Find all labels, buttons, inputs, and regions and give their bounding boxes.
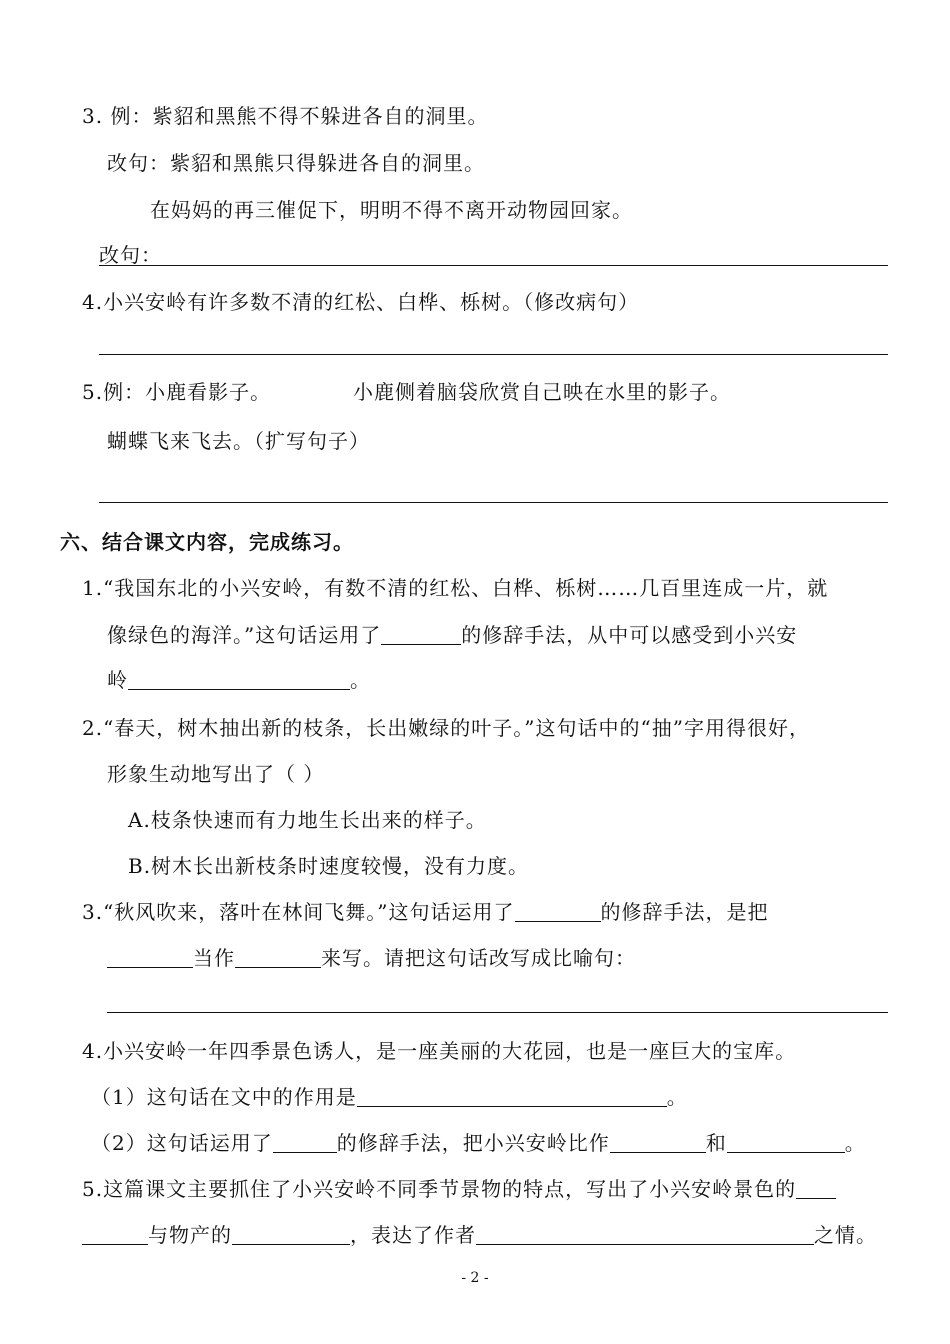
s6-q3-text-c: 当作	[193, 946, 235, 970]
q5-task: 蝴蝶飞来飞去。（扩写句子）	[107, 429, 370, 453]
s6-q1-text-c: 岭	[107, 668, 128, 692]
s6-q3-text-d: 来写。请把这句话改写成比喻句：	[321, 946, 636, 970]
s6-q2-line2[interactable]: 形象生动地写出了（ ）	[107, 762, 325, 786]
s6-q4-sub1	[91, 1083, 688, 1111]
s6-q4-sub2-text-a: （2）这句话运用了	[91, 1131, 273, 1155]
s6-q3-blank-as[interactable]	[235, 947, 321, 968]
s6-q3-text-b: 的修辞手法，是把	[600, 900, 769, 924]
s6-q4-blank-compare2[interactable]	[727, 1132, 845, 1153]
s6-q4-sub2-text-b: 的修辞手法，把小兴安岭比作	[336, 1131, 610, 1155]
q3-sentence: 在妈妈的再三催促下，明明不得不离开动物园回家。	[150, 198, 633, 222]
q5-example-expanded: 小鹿侧着脑袋欣赏自己映在水里的影子。	[353, 380, 731, 404]
q4-prompt: 4.小兴安岭有许多数不清的红松、白桦、栎树。（修改病句）	[82, 290, 640, 314]
s6-q1-blank-feeling[interactable]	[128, 669, 350, 690]
s6-q4-blank-role[interactable]	[357, 1086, 667, 1107]
q5-example-short: 5.例：小鹿看影子。	[82, 380, 272, 404]
s6-q1-line2	[107, 621, 797, 649]
s6-q5-blank-products[interactable]	[232, 1224, 350, 1245]
s6-q5-text-d: 之情。	[814, 1223, 877, 1247]
s6-q4-sub1-text: （1）这句话在文中的作用是	[91, 1085, 357, 1109]
s6-q2-option-b[interactable]: B.树木长出新枝条时速度较慢，没有力度。	[128, 854, 530, 878]
q5-answer-line[interactable]	[99, 502, 888, 503]
s6-q5-blank-scenery-b[interactable]	[82, 1224, 148, 1245]
s6-q4-blank-compare1[interactable]	[610, 1132, 706, 1153]
s6-q4-sub2-text-c: 和	[705, 1131, 727, 1155]
s6-q4-blank-rhetoric[interactable]	[273, 1132, 337, 1153]
s6-q5-text-a: 5.这篇课文主要抓住了小兴安岭不同季节景物的特点，写出了小兴安岭景色的	[82, 1177, 797, 1201]
s6-q5-blank-feeling[interactable]	[476, 1224, 814, 1245]
s6-q1-line3	[107, 666, 371, 694]
s6-q2-line1: 2.“春天，树木抽出新的枝条，长出嫩绿的叶子。”这句话中的“抽”字用得很好，	[82, 716, 810, 740]
s6-q3-line2	[107, 944, 636, 972]
q3-revised-example: 改句：紫貂和黑熊只得躲进各自的洞里。	[107, 151, 485, 175]
q3-example: 3. 例：紫貂和黑熊不得不躲进各自的洞里。	[82, 104, 489, 128]
s6-q3-blank-rhetoric[interactable]	[515, 901, 601, 922]
s6-q3-text-a: 3.“秋风吹来，落叶在林间飞舞。”这句话运用了	[82, 900, 515, 924]
s6-q3-answer-line[interactable]	[107, 1012, 888, 1013]
s6-q5-text-b: 与物产的	[148, 1223, 232, 1247]
s6-q3-line1	[82, 898, 769, 926]
s6-q4-line1: 4.小兴安岭一年四季景色诱人，是一座美丽的大花园，也是一座巨大的宝库。	[82, 1039, 797, 1063]
s6-q1-text-d: 。	[350, 668, 371, 692]
s6-q5-line2	[82, 1221, 877, 1249]
s6-q4-sub2	[91, 1129, 866, 1157]
s6-q3-blank-object[interactable]	[107, 947, 193, 968]
s6-q5-line1	[82, 1175, 836, 1203]
s6-q2-option-a[interactable]: A.枝条快速而有力地生长出来的样子。	[128, 808, 487, 832]
s6-q5-text-c: ，表达了作者	[350, 1223, 476, 1247]
section-6-heading: 六、结合课文内容，完成练习。	[60, 530, 354, 554]
q3-answer-label: 改句：	[99, 243, 162, 267]
s6-q4-sub2-text-d: 。	[844, 1131, 866, 1155]
q3-answer-line[interactable]	[99, 265, 888, 266]
s6-q5-blank-scenery-a[interactable]	[796, 1178, 836, 1199]
s6-q1-text-a: 像绿色的海洋。”这句话运用了	[107, 623, 382, 647]
q4-answer-line[interactable]	[99, 354, 888, 355]
page-number: - 2 -	[461, 1270, 489, 1286]
s6-q1-text-b: 的修辞手法，从中可以感受到小兴安	[461, 623, 798, 647]
s6-q1-line1: 1.“我国东北的小兴安岭，有数不清的红松、白桦、栎树……几百里连成一片，就	[82, 576, 829, 600]
s6-q1-blank-rhetoric[interactable]	[381, 624, 461, 645]
s6-q4-sub1-end: 。	[666, 1085, 688, 1109]
